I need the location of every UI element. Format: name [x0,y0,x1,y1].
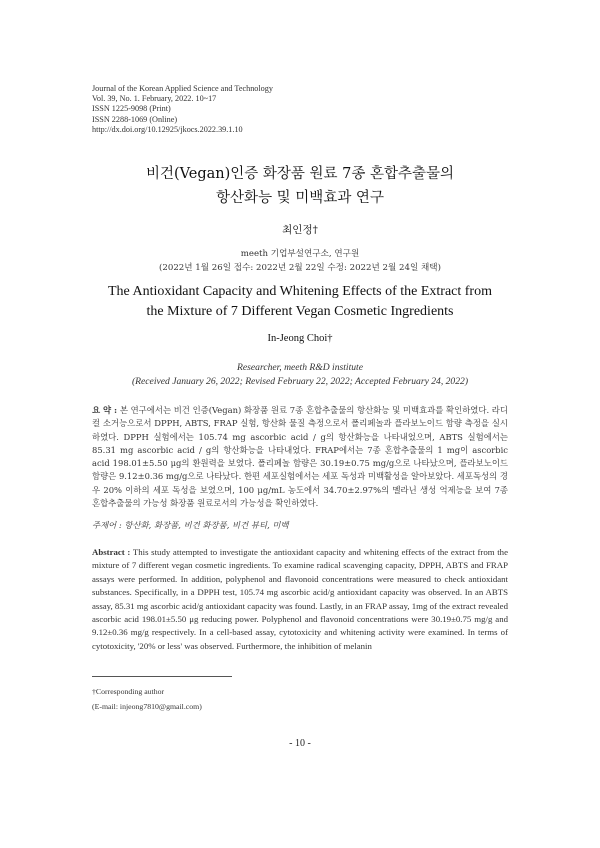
korean-author: 최인정† [282,224,318,236]
journal-volume: Vol. 39, No. 1. February, 2022. 10~17 [92,94,217,104]
journal-name: Journal of the Korean Applied Science and Technology [92,84,273,93]
english-title-line1: The Antioxidant Capacity and Whitening Effects of the Extract from [108,284,492,299]
footnote [92,684,202,714]
journal-issn-online: ISSN 2288-1069 (Online) [92,114,178,124]
english-author: In-Jeong Choi† [267,333,333,344]
english-abstract [92,546,508,653]
korean-title-line2: 항산화능 및 미백효과 연구 [216,190,384,206]
english-dates: (Received January 26, 2022; Revised February 22, 2022; Accepted February 24, 2022) [131,376,469,387]
journal-info [92,84,273,135]
footnote-email: (E-mail: injeong7810@gmail.com) [92,702,202,711]
journal-issn-print: ISSN 1225-9098 (Print) [92,104,171,114]
english-abstract-label: Abstract : [92,547,131,557]
journal-doi: http://dx.doi.org/10.12925/jkocs.2022.39.1.10 [92,124,243,134]
korean-dates: (2022년 1월 26일 접수: 2022년 2월 22일 수정: 2022년 2월 24일 채택) [159,262,441,273]
korean-abstract-text: 본 연구에서는 비건 인증(Vegan) 화장품 원료 7종 혼합추출물의 항산화능 및 미백효과를 확인하였다. 라디컬 소거능으로서 DPPH, ABTS, FRAP 실험, 항산화 물질 측정으로서 폴리페놀과 플라보노이드 함량 측정을 실시하였다. DPPH 실험에서는 105.74 mg ascorbic acid / g의 항산화능을 나타내었으며, ABTS 실험에서는 85.31 mg ascorbic acid / g의 항산화능을 나타내었다. FRAP에서는 7종 혼합추출물의 1 mg이 ascorbic acid 198.01±5.50 μg의 환원력을 보였다. 폴리페놀 함량은 30.19±0.75 mg/g으로 나타났으며, 플라보노이드 함량은 9.12±0.36 mg/g으로 나타났다. 한편 세포실험에서는 세포 독성과 미백활성을 알아보았다. 세포독성의 경우 20% 이하의 세포 독성을 보였으며, 100 μg/mL 농도에서 34.70±2.97%의 멜라닌 생성 억제능을 보여 7종 혼합추출물의 가능성 화장품 원료로서의 가능성을 확인하였다. [92,405,508,509]
english-affiliation: Researcher, meeth R&D institute [237,362,363,373]
korean-affiliation-block [0,248,600,275]
korean-abstract-label: 요 약 : [92,405,118,415]
english-affiliation-block [0,361,600,389]
korean-keywords: 주제어 : 항산화, 화장품, 비건 화장품, 비건 뷰티, 미백 [92,520,289,530]
english-title-line2: the Mixture of 7 Different Vegan Cosmetic Ingredients [146,304,454,319]
korean-affiliation: meeth 기업부설연구소, 연구원 [240,249,360,259]
english-title [0,282,600,322]
korean-title-line1: 비건(Vegan)인증 화장품 원료 7종 혼합추출물의 [145,166,455,182]
korean-title [0,162,600,210]
english-abstract-text: This study attempted to investigate the antioxidant capacity and whitening effects of the extract from the mixture of 7 different vegan cosmetic ingredients. To examine radical scavenging capacity, DPPH, ABTS and FRAP assays were performed. In addition, polyphenol and flavonoid concentrations were measured to check antioxidant substances. Specifically, in a DPPH test, 105.74 mg ascorbic acid/g antioxidant capacity was observed. In an ABTS assay, 85.31 mg ascorbic acid/g antioxidant capacity was found. Lastly, in an FRAP assay, 1mg of the extract revealed ascorbic acid 198.01±5.50 μg reducing power. Polyphenol and flavonoid concentrations were 30.19±0.75 mg/g and 9.12±0.36 mg/g respectively. In a cell-based assay, cytotoxicity and whitening activity were examined. In terms of cytotoxicity, '20% or less' was observed. Furthermore, the inhibition of melanin [92,547,508,651]
footnote-corresponding: †Corresponding author [92,687,165,696]
page-number: - 10 - [289,738,311,749]
korean-abstract [92,404,508,510]
footnote-divider [92,676,232,677]
